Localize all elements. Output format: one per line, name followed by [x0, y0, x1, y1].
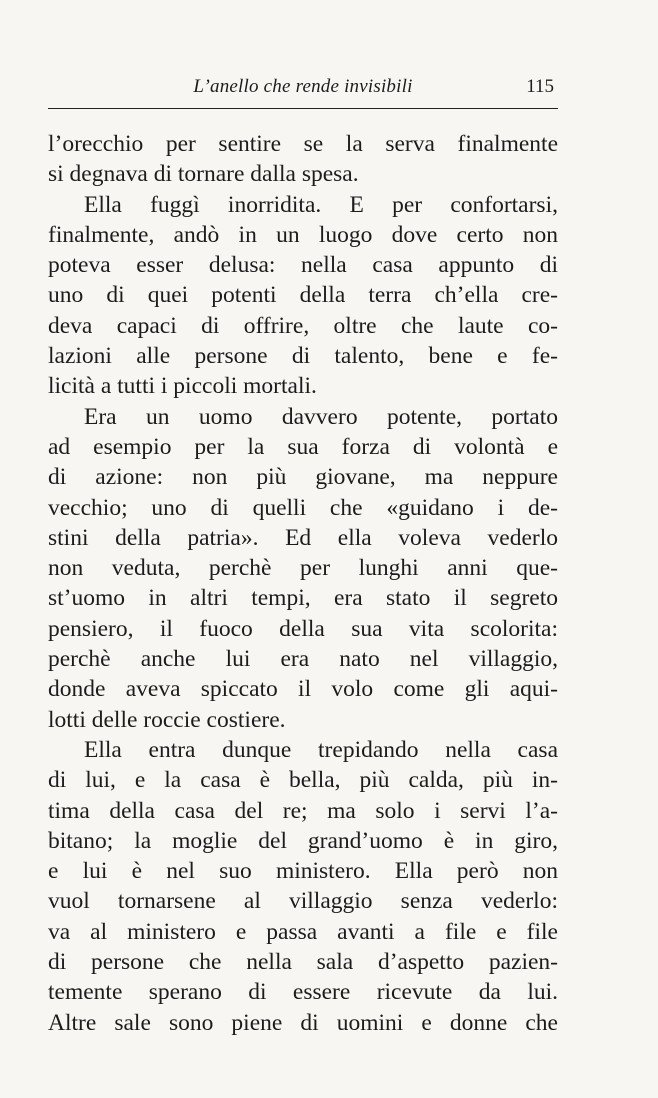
text-line: si degnava di tornare dalla spesa. — [48, 161, 359, 188]
paragraph — [48, 129, 558, 190]
text-line: di lui, e la casa è bella, più calda, più in- — [48, 767, 558, 794]
text-line: bitano; la moglie del grand’uomo è in giro, — [48, 827, 558, 854]
text-line: di persone che nella sala d’aspetto pazien- — [48, 949, 558, 976]
page-header — [48, 74, 558, 109]
paragraph — [48, 402, 558, 735]
paragraph — [48, 735, 558, 1038]
text-line: stini della patria». Ed ella voleva vederlo — [48, 524, 558, 551]
page-number: 115 — [526, 76, 554, 97]
text-line: vecchio; uno di quelli che «guidano i de- — [48, 494, 558, 521]
paragraph — [48, 190, 558, 402]
text-line: poteva esser delusa: nella casa appunto di — [48, 252, 558, 279]
running-title: L’anello che rende invisibili — [193, 76, 413, 97]
text-line: lazioni alle persone di talento, bene e fe- — [48, 343, 558, 370]
text-line: finalmente, andò in un luogo dove certo non — [48, 221, 558, 248]
text-line: perchè anche lui era nato nel villaggio, — [48, 646, 558, 673]
text-line: Ella fuggì inorridita. E per confortarsi, — [84, 191, 558, 218]
text-line: deva capaci di offrire, oltre che laute co- — [48, 312, 558, 339]
text-line: di azione: non più giovane, ma neppure — [48, 464, 558, 491]
text-line: non veduta, perchè per lunghi anni que- — [48, 555, 558, 582]
text-line: temente sperano di essere ricevute da lui. — [48, 979, 558, 1006]
text-line: donde aveva spiccato il volo come gli aqui- — [48, 676, 558, 703]
text-line: Ella entra dunque trepidando nella casa — [84, 736, 558, 763]
text-line: tima della casa del re; ma solo i servi l’a- — [48, 797, 558, 824]
text-line: st’uomo in altri tempi, era stato il segreto — [48, 585, 558, 612]
text-line: uno di quei potenti della terra ch’ella cre- — [48, 282, 558, 309]
text-line: Era un uomo davvero potente, portato — [84, 403, 558, 430]
text-line: va al ministero e passa avanti a file e file — [48, 918, 558, 945]
text-line: l’orecchio per sentire se la serva finalmente — [48, 131, 558, 157]
text-line: licità a tutti i piccoli mortali. — [48, 373, 317, 400]
text-line: Altre sale sono piene di uomini e donne che — [48, 1009, 558, 1036]
text-line: e lui è nel suo ministero. Ella però non — [48, 858, 558, 885]
text-line: ad esempio per la sua forza di volontà e — [48, 433, 558, 460]
text-line: vuol tornarsene al villaggio senza vederlo: — [48, 888, 558, 915]
text-line: pensiero, il fuoco della sua vita scolorita: — [48, 615, 558, 642]
body-text — [48, 129, 558, 1038]
text-line: lotti delle roccie costiere. — [48, 706, 286, 733]
